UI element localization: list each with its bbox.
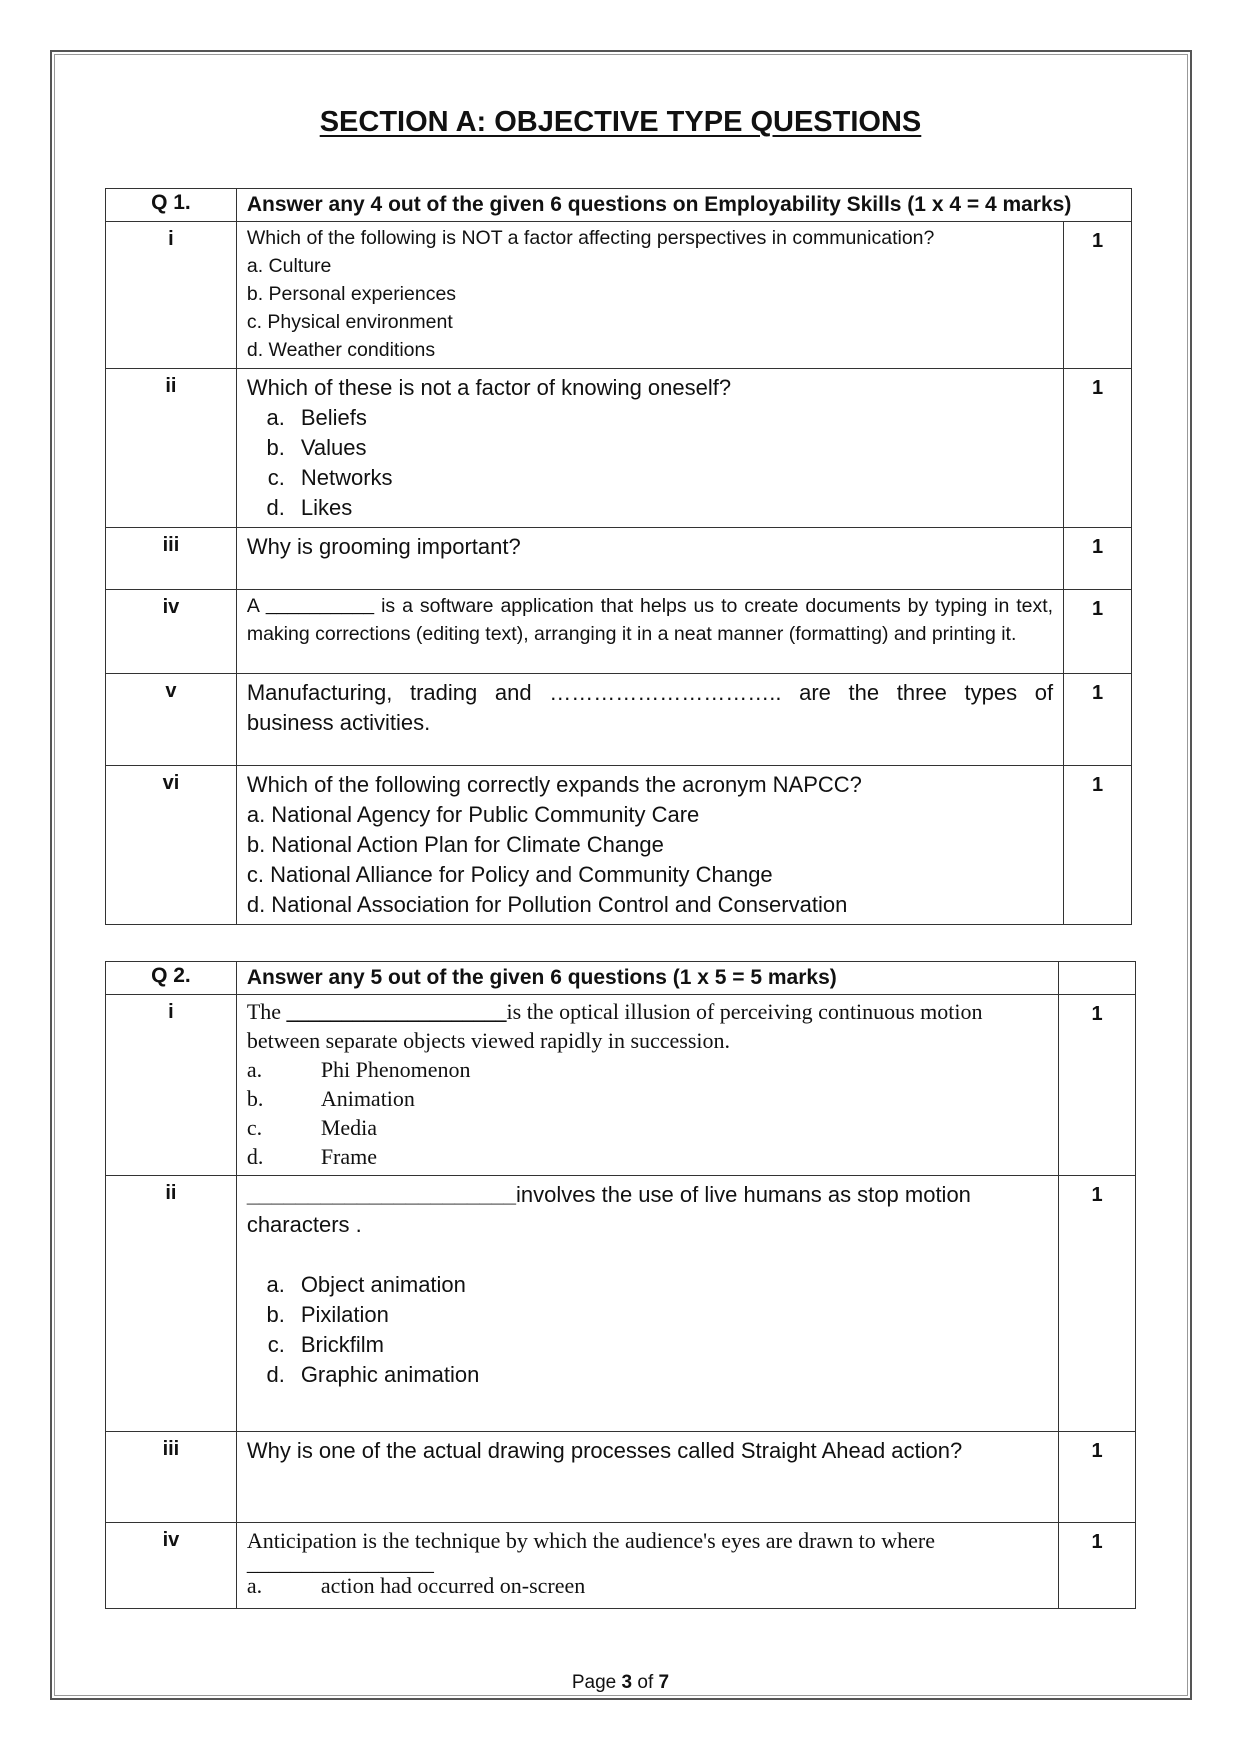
question-text: Which of the following correctly expands the acronym NAPCC? a. National Agency for Public Community Care b. National Action Plan for Climate Change c. National Alliance for Policy and Community Change d. National Association for Pollution Control and Conservation: [236, 766, 1063, 925]
q1-row-vi: [106, 766, 1132, 925]
option: b. National Action Plan for Climate Change: [246, 832, 664, 857]
q1-row-iv: [106, 590, 1132, 674]
question-number: iv: [106, 590, 237, 674]
question-number: i: [106, 222, 237, 369]
q2-row-iv: [106, 1523, 1136, 1609]
fill-blank: _________________: [246, 1550, 434, 1575]
marks: 1: [1059, 995, 1136, 1176]
question-number: iv: [106, 1523, 237, 1609]
option: d. Likes: [266, 495, 353, 520]
question-number: ii: [106, 369, 237, 528]
q1-row-v: [106, 674, 1132, 766]
question-number: vi: [106, 766, 237, 925]
option: d. Weather conditions: [246, 339, 436, 361]
fill-blank: ____________________: [286, 999, 507, 1024]
q2-header-row: [106, 962, 1136, 995]
option: b. Animation: [246, 1086, 415, 1111]
option: a. Object animation: [266, 1272, 466, 1297]
q1-header-row: [106, 189, 1132, 222]
marks: 1: [1059, 1176, 1136, 1432]
option: a. action had occurred on-screen: [246, 1573, 586, 1598]
question-number: iii: [106, 528, 237, 590]
option: a. Culture: [246, 255, 332, 277]
marks: 1: [1064, 590, 1132, 674]
question-text: Why is one of the actual drawing processes called Straight Ahead action?: [236, 1432, 1058, 1523]
option: c. Brickfilm: [267, 1332, 384, 1357]
option: c. Networks: [267, 465, 393, 490]
q2-table: [105, 961, 1136, 1609]
marks: 1: [1064, 528, 1132, 590]
question-number: v: [106, 674, 237, 766]
option: d. Frame: [246, 1144, 378, 1169]
marks: 1: [1064, 369, 1132, 528]
q2-row-i: [106, 995, 1136, 1176]
q1-row-iii: [106, 528, 1132, 590]
question-text: Why is grooming important?: [236, 528, 1063, 590]
fill-blank: __________: [265, 595, 375, 617]
option: b. Personal experiences: [246, 283, 457, 305]
marks: 1: [1059, 1523, 1136, 1609]
q2-number: Q 2.: [106, 962, 237, 995]
marks: 1: [1064, 222, 1132, 369]
question-text: A __________ is a software application that helps us to create documents by typing in text, making corrections (editing text), arranging it in a neat manner (formatting) and printing it.: [236, 590, 1063, 674]
q2-marks-header: [1059, 962, 1136, 995]
question-text: Which of the following is NOT a factor affecting perspectives in communication? a. Culture b. Personal experiences c. Physical environment d. Weather conditions: [236, 222, 1063, 369]
question-text: Manufacturing, trading and ………………………….. are the three types of business activities.: [236, 674, 1063, 766]
option: b. Pixilation: [266, 1302, 389, 1327]
question-number: i: [106, 995, 237, 1176]
page-footer: Page 3 of 7: [571, 1672, 670, 1693]
marks: 1: [1064, 674, 1132, 766]
option: a. National Agency for Public Community Care: [246, 802, 700, 827]
marks: 1: [1059, 1432, 1136, 1523]
option: c. Physical environment: [246, 311, 453, 333]
option: d. National Association for Pollution Control and Conservation: [246, 892, 848, 917]
q1-instruction: Answer any 4 out of the given 6 questions on Employability Skills (1 x 4 = 4 marks): [236, 189, 1131, 222]
question-text: ______________________involves the use of live humans as stop motion characters . a. Object animation b. Pixilation c. Brickfilm d. Graphic animation: [236, 1176, 1058, 1432]
q2-instruction: Answer any 5 out of the given 6 questions (1 x 5 = 5 marks): [236, 962, 1058, 995]
q1-number: Q 1.: [106, 189, 237, 222]
option: c. National Alliance for Policy and Community Change: [246, 862, 773, 887]
question-text: Anticipation is the technique by which the audience's eyes are drawn to where _________________ a. action had occurred on-screen: [236, 1523, 1058, 1609]
q2-row-ii: [106, 1176, 1136, 1432]
question-text: Which of these is not a factor of knowing oneself? a. Beliefs b. Values c. Networks d. Likes: [236, 369, 1063, 528]
option: a. Beliefs: [266, 405, 367, 430]
q1-row-ii: [106, 369, 1132, 528]
option: d. Graphic animation: [266, 1362, 480, 1387]
fill-blank: ______________________: [246, 1182, 516, 1207]
question-number: ii: [106, 1176, 237, 1432]
section-title: SECTION A: OBJECTIVE TYPE QUESTIONS: [319, 106, 922, 138]
option: b. Values: [266, 435, 367, 460]
q1-table: [105, 188, 1132, 925]
q2-row-iii: [106, 1432, 1136, 1523]
question-text: The ____________________is the optical illusion of perceiving continuous motion between separate objects viewed rapidly in succession. a. Phi Phenomenon b. Animation c. Media d. Frame: [236, 995, 1058, 1176]
q1-row-i: [106, 222, 1132, 369]
question-number: iii: [106, 1432, 237, 1523]
option: a. Phi Phenomenon: [246, 1057, 471, 1082]
option: c. Media: [246, 1115, 378, 1140]
marks: 1: [1064, 766, 1132, 925]
